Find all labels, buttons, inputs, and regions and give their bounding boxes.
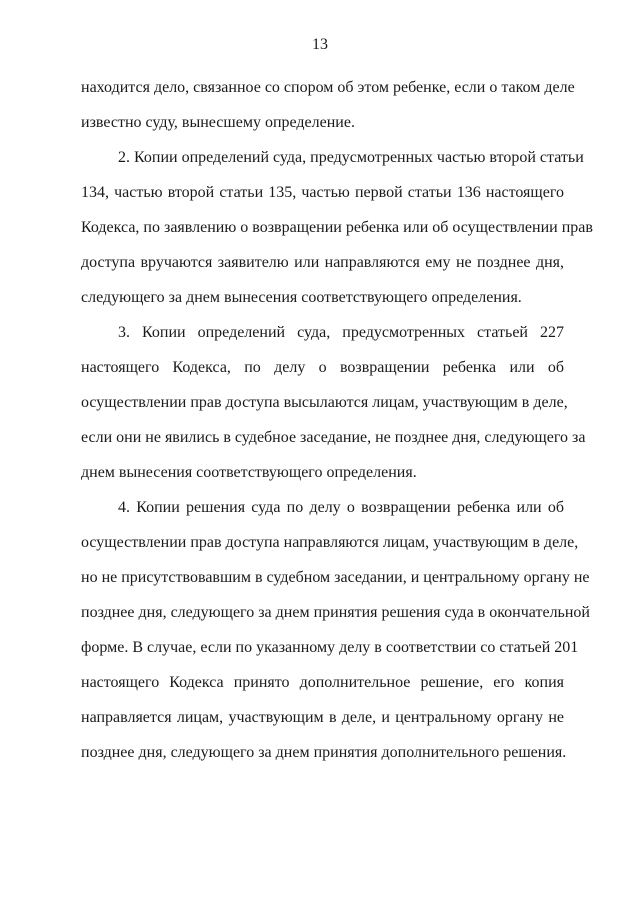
text-line: 3. Копии определений суда, предусмотренных статьей 227 — [118, 324, 564, 341]
text-line: известно суду, вынесшему определение. — [81, 114, 355, 131]
text-line: направляется лицам, участвующим в деле, и центральному органу не — [81, 709, 564, 726]
page-number: 13 — [312, 36, 328, 53]
text-line: следующего за днем вынесения соответствующего определения. — [81, 289, 522, 306]
text-line: Кодекса, по заявлению о возвращении ребенка или об осуществлении прав — [81, 219, 593, 236]
text-line: если они не явились в судебное заседание, не позднее дня, следующего за — [81, 429, 586, 446]
text-line: осуществлении прав доступа направляются лицам, участвующим в деле, — [81, 534, 579, 551]
text-line: 4. Копии решения суда по делу о возвращении ребенка или об — [118, 499, 564, 516]
text-line: настоящего Кодекса, по делу о возвращении ребенка или об — [81, 359, 564, 376]
text-line: находится дело, связанное со спором об этом ребенке, если о таком деле — [81, 79, 575, 96]
text-line: 2. Копии определений суда, предусмотренных частью второй статьи — [118, 149, 584, 166]
text-line: позднее дня, следующего за днем принятия решения суда в окончательной — [81, 604, 590, 621]
text-line: позднее дня, следующего за днем принятия дополнительного решения. — [81, 744, 567, 761]
text-line: но не присутствовавшим в судебном заседании, и центральному органу не — [81, 569, 590, 586]
text-line: настоящего Кодекса принято дополнительное решение, его копия — [81, 674, 564, 691]
text-line: 134, частью второй статьи 135, частью первой статьи 136 настоящего — [81, 184, 564, 201]
text-line: доступа вручаются заявителю или направляются ему не позднее дня, — [81, 254, 564, 271]
text-line: форме. В случае, если по указанному делу в соответствии со статьей 201 — [81, 639, 579, 656]
text-line: днем вынесения соответствующего определения. — [81, 464, 417, 481]
text-line: осуществлении прав доступа высылаются лицам, участвующим в деле, — [81, 394, 568, 411]
